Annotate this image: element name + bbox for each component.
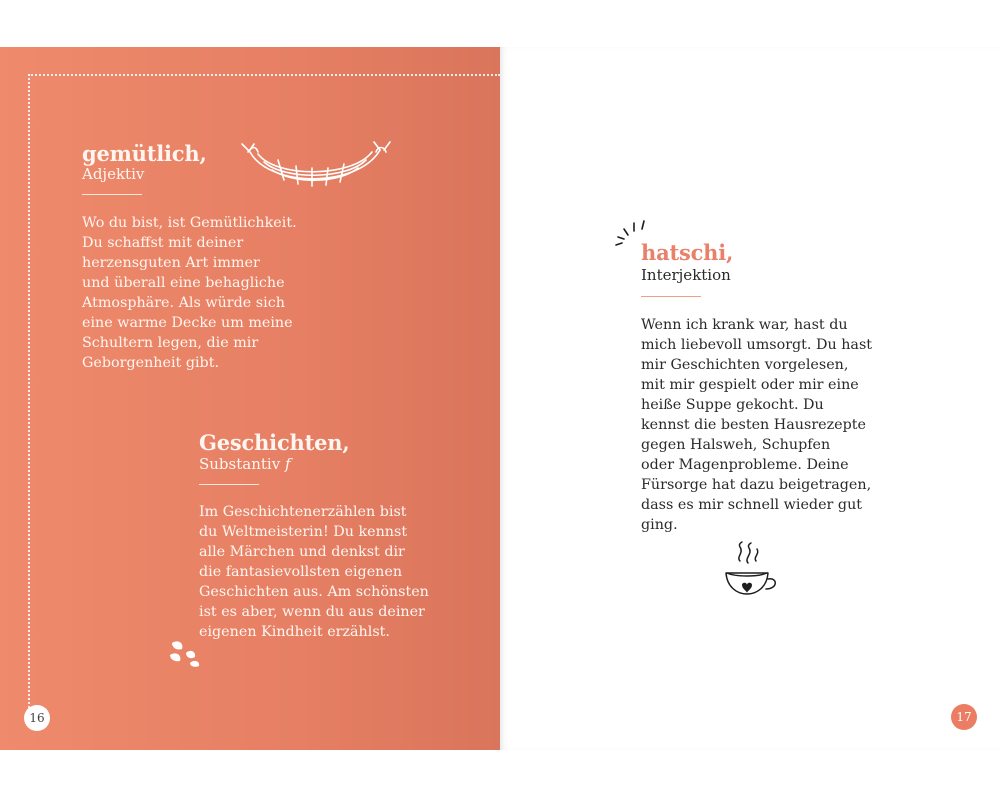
text-line: Du schaffst mit deiner <box>82 235 244 251</box>
text-line: Geborgenheit gibt. <box>82 355 219 371</box>
text-line: alle Märchen und denkst dir <box>199 544 405 560</box>
page-number-right: 17 <box>951 704 977 730</box>
page-number-left: 16 <box>24 705 50 731</box>
text-line: mit mir gespielt oder mir eine <box>641 377 859 393</box>
text-line: Wenn ich krank war, hast du <box>641 317 848 333</box>
steaming-cup-icon <box>722 541 780 605</box>
text-line: heiße Suppe gekocht. Du <box>641 397 824 413</box>
text-line: die fantasievollsten eigenen <box>199 564 403 580</box>
text-line: ging. <box>641 517 678 533</box>
dotted-border-left <box>28 74 30 724</box>
text-line: gegen Halsweh, Schupfen <box>641 437 831 453</box>
part-of-speech-label: Substantiv <box>199 455 281 473</box>
headword-geschichten: Geschichten, <box>199 430 350 455</box>
right-page <box>500 47 1000 750</box>
gender-marker: f <box>284 455 291 473</box>
left-page <box>0 47 500 750</box>
text-line: du Weltmeisterin! Du kennst <box>199 524 408 540</box>
text-line: Atmosphäre. Als würde sich <box>82 295 285 311</box>
text-line: eine warme Decke um meine <box>82 315 293 331</box>
definition-geschichten <box>199 502 429 642</box>
book-spread <box>0 47 1000 750</box>
text-line: dass es mir schnell wieder gut <box>641 497 863 513</box>
part-of-speech-interjektion: Interjektion <box>641 266 731 284</box>
text-line: mir Geschichten vorgelesen, <box>641 357 849 373</box>
headword-hatschi: hatschi, <box>641 240 734 265</box>
dotted-border-top <box>28 74 500 76</box>
divider-rule <box>82 194 142 195</box>
divider-rule <box>641 296 701 297</box>
text-line: Fürsorge hat dazu beigetragen, <box>641 477 872 493</box>
definition-hatschi <box>641 315 872 535</box>
text-line: Im Geschichtenerzählen bist <box>199 504 407 520</box>
text-line: Wo du bist, ist Gemütlichkeit. <box>82 215 297 231</box>
text-line: eigenen Kindheit erzählst. <box>199 624 390 640</box>
leaves-icon <box>168 637 202 667</box>
text-line: und überall eine behagliche <box>82 275 285 291</box>
headword-gemuetlich: gemütlich, <box>82 141 207 166</box>
part-of-speech-substantiv <box>199 455 291 473</box>
part-of-speech-adjektiv: Adjektiv <box>82 165 145 183</box>
text-line: Schultern legen, die mir <box>82 335 259 351</box>
text-line: herzensguten Art immer <box>82 255 260 271</box>
text-line: ist es aber, wenn du aus deiner <box>199 604 425 620</box>
divider-rule <box>199 484 259 485</box>
text-line: kennst die besten Hausrezepte <box>641 417 866 433</box>
text-line: mich liebevoll umsorgt. Du hast <box>641 337 873 353</box>
text-line: oder Magenprobleme. Deine <box>641 457 849 473</box>
definition-gemuetlich <box>82 213 297 373</box>
hammock-icon <box>240 140 392 192</box>
text-line: Geschichten aus. Am schönsten <box>199 584 429 600</box>
